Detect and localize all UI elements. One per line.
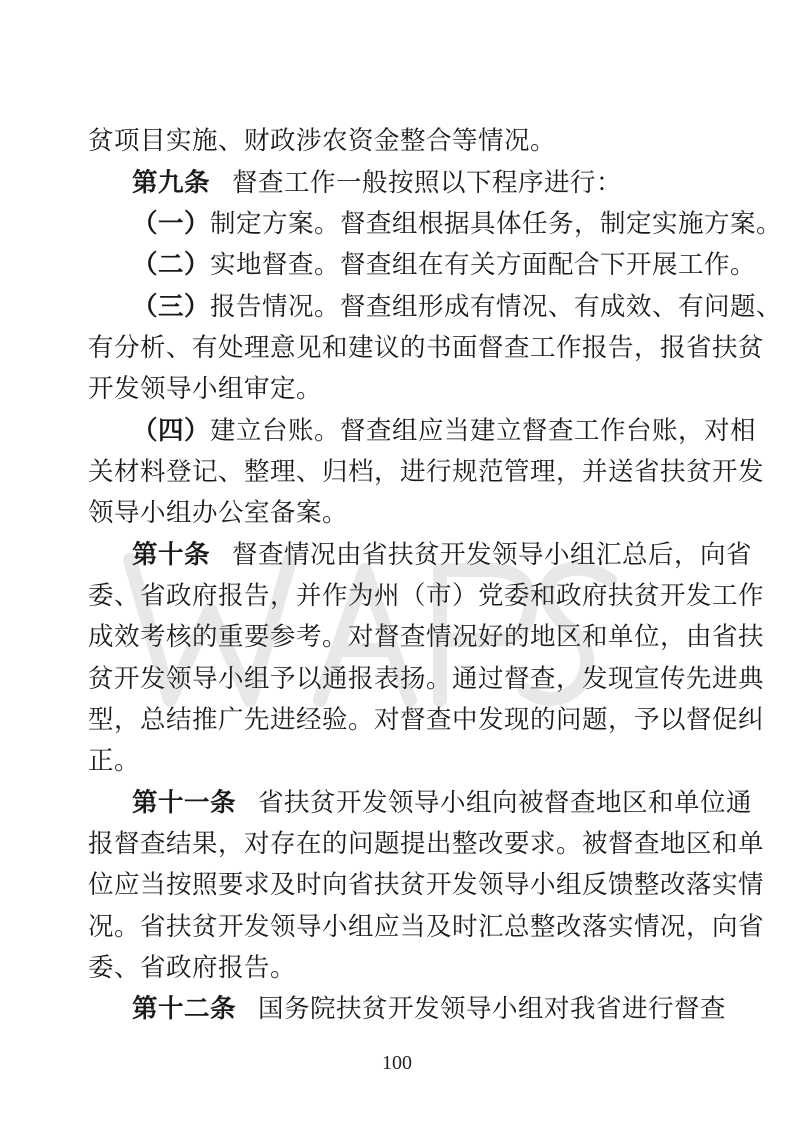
text-line: 开发领导小组审定。	[88, 374, 323, 404]
text-line: 位应当按照要求及时向省扶贫开发领导小组反馈整改落实情	[88, 870, 765, 900]
item-number: （一）	[132, 209, 211, 239]
item-number: （二）	[132, 250, 211, 280]
procedure-item: （四）建立台账。督查组应当建立督查工作台账，对相	[132, 416, 757, 446]
item-number: （三）	[132, 292, 211, 322]
procedure-item: （二）实地督查。督查组在有关方面配合下开展工作。	[132, 250, 757, 280]
text-line: 委、省政府报告。	[88, 953, 297, 983]
text-line: 型，总结推广先进经验。对督查中发现的问题，予以督促纠	[88, 705, 765, 735]
text-line: 况。省扶贫开发领导小组应当及时汇总整改落实情况，向省	[88, 912, 765, 942]
article-heading-line: 第十条 督查情况由省扶贫开发领导小组汇总后，向省	[132, 540, 753, 570]
text-line: 贫项目实施、财政涉农资金整合等情况。	[88, 126, 557, 156]
text-line: 关材料登记、整理、归档，进行规范管理，并送省扶贫开发	[88, 457, 765, 487]
text-line: 正。	[88, 746, 141, 776]
article-number: 第十二条	[132, 994, 237, 1024]
text-line: 成效考核的重要参考。对督查情况好的地区和单位，由省扶	[88, 622, 765, 652]
text-line: 领导小组办公室备案。	[88, 498, 349, 528]
text-line: 有分析、有处理意见和建议的书面督查工作报告，报省扶贫	[88, 333, 765, 363]
article-number: 第十一条	[132, 788, 237, 818]
article-heading-line: 第九条 督查工作一般按照以下程序进行：	[132, 168, 623, 198]
procedure-item: （三）报告情况。督查组形成有情况、有成效、有问题、	[132, 292, 783, 322]
article-number: 第九条	[132, 168, 211, 198]
procedure-item: （一）制定方案。督查组根据具体任务，制定实施方案。	[132, 209, 783, 239]
text-line: 贫开发领导小组予以通报表扬。通过督查，发现宣传先进典	[88, 664, 765, 694]
item-number: （四）	[132, 416, 211, 446]
text-line: 报督查结果，对存在的问题提出整改要求。被督查地区和单	[88, 829, 765, 859]
text-line: 委、省政府报告，并作为州（市）党委和政府扶贫开发工作	[88, 581, 765, 611]
article-heading-line: 第十二条 国务院扶贫开发领导小组对我省进行督查	[132, 994, 727, 1024]
article-number: 第十条	[132, 540, 211, 570]
page-number: 100	[382, 1052, 412, 1074]
article-heading-line: 第十一条 省扶贫开发领导小组向被督查地区和单位通	[132, 788, 753, 818]
